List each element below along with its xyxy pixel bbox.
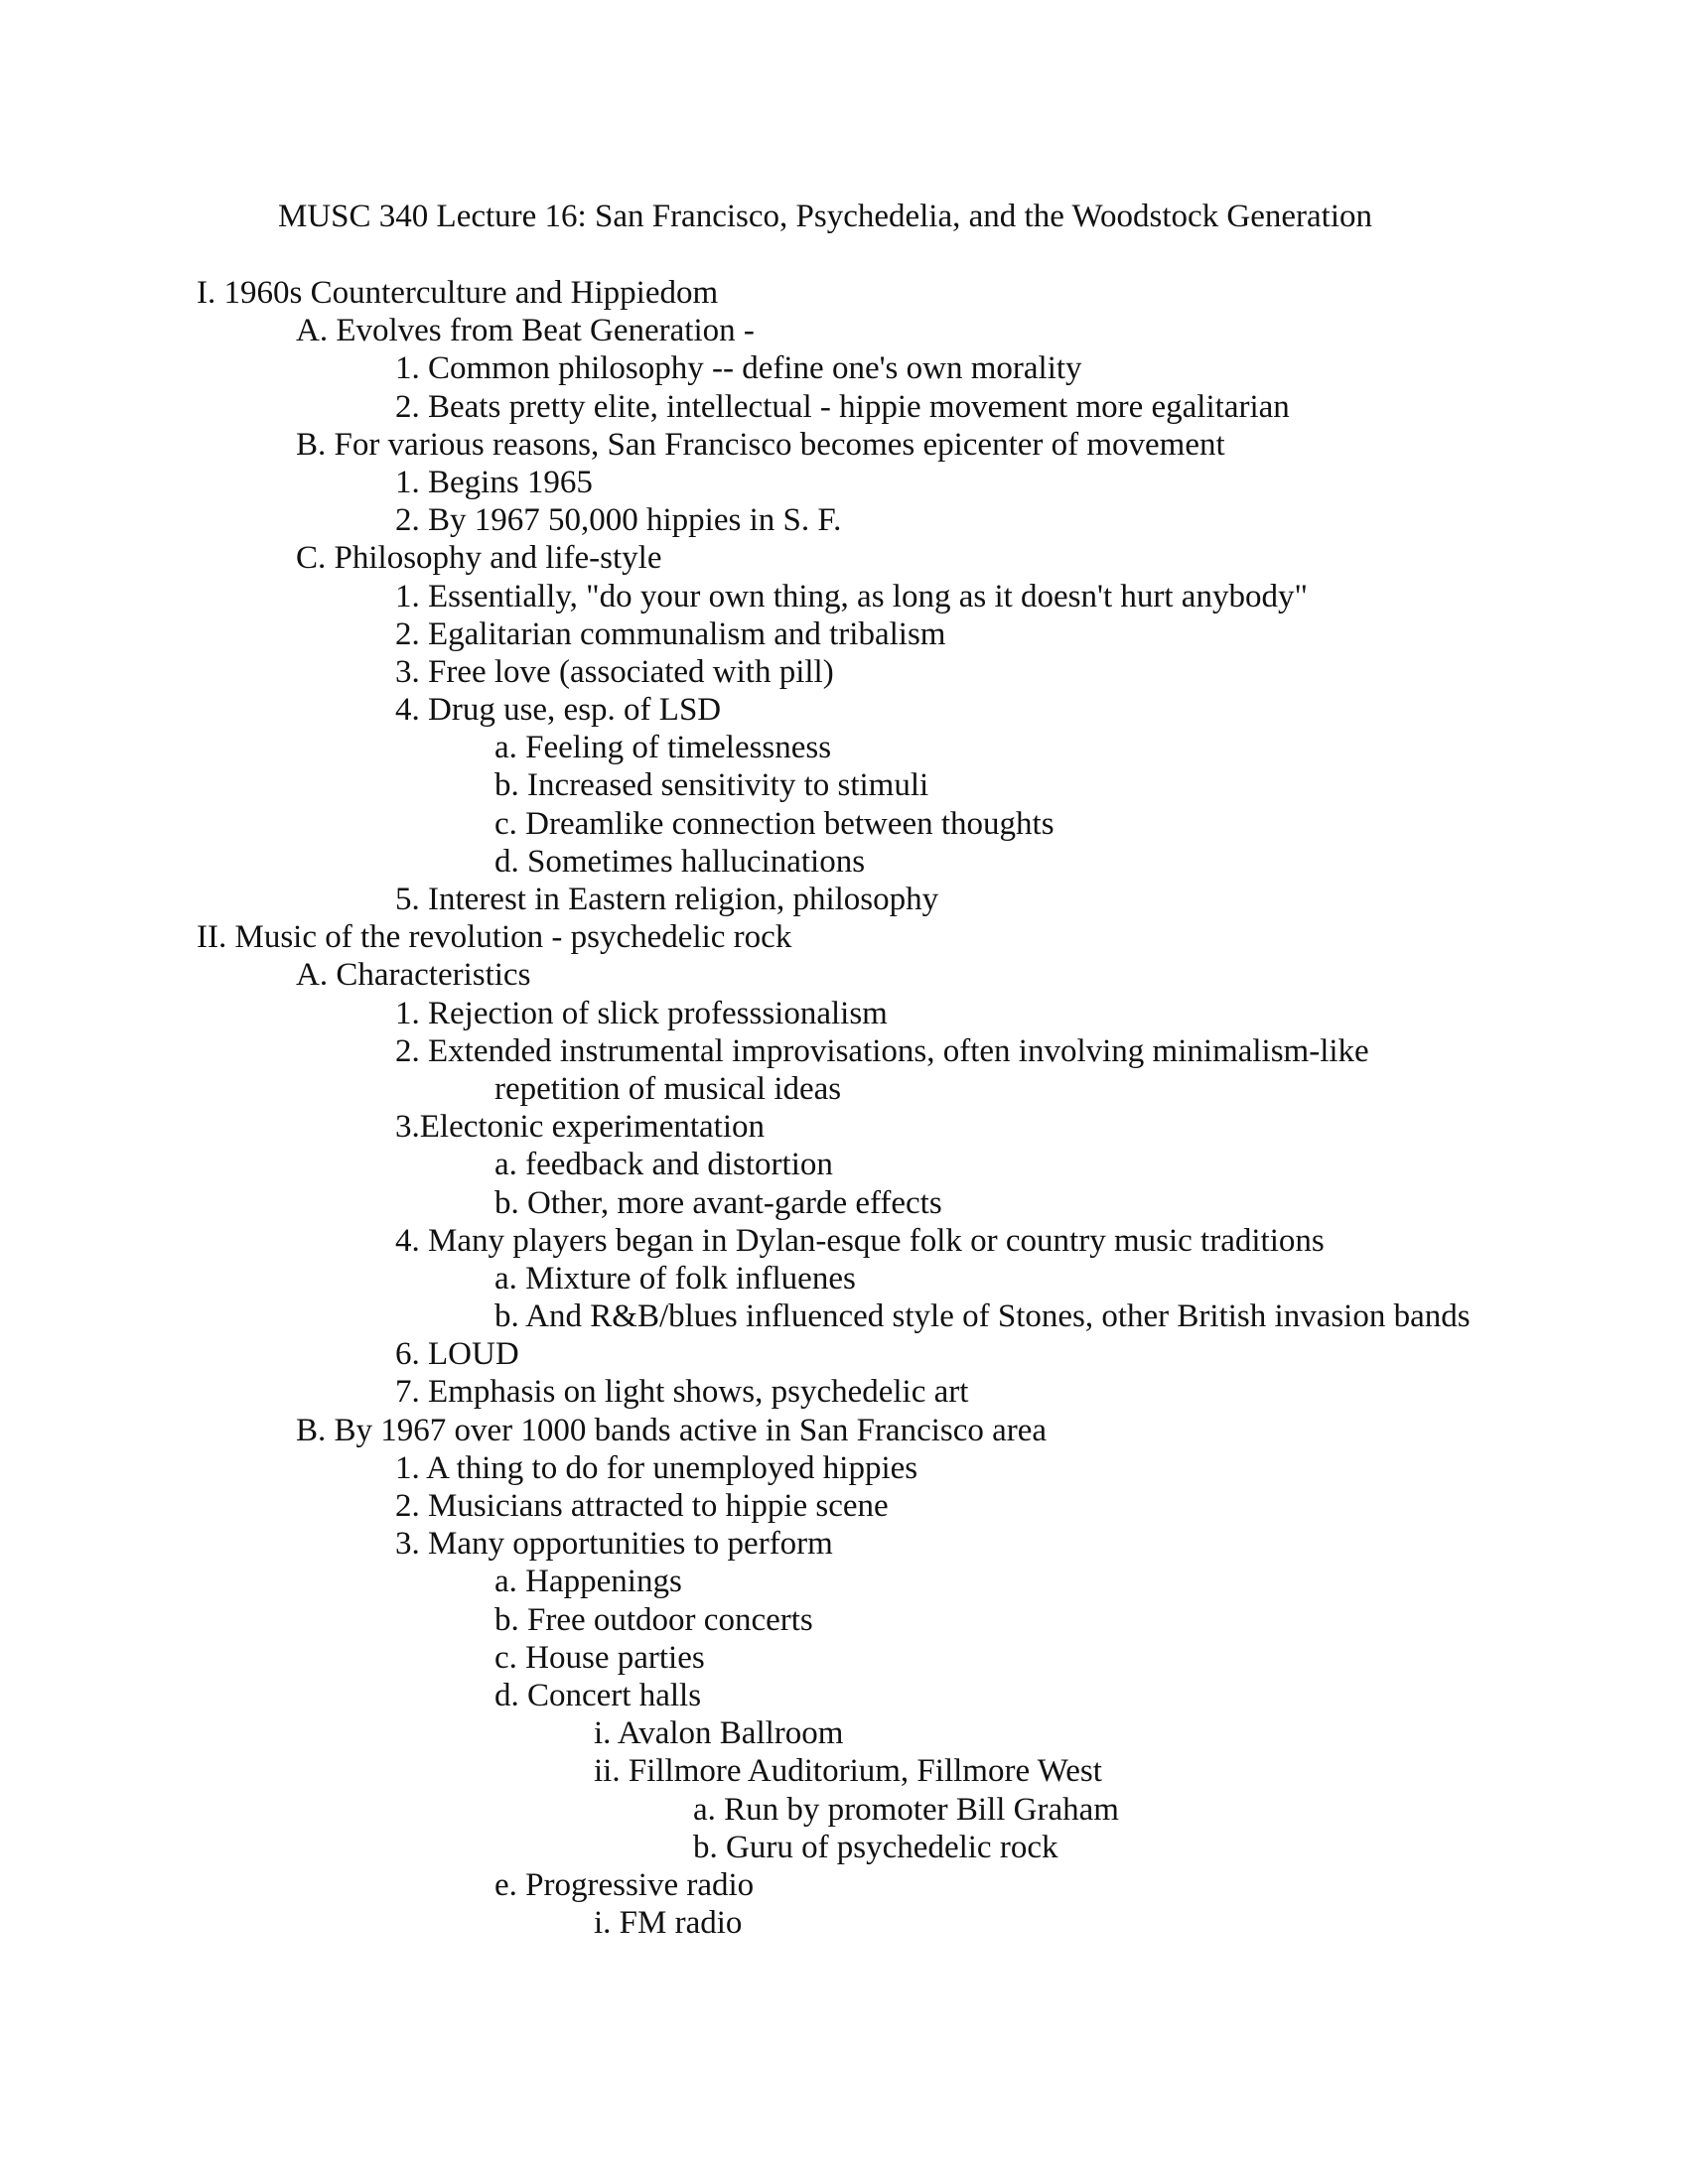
outline-item: 1. A thing to do for unemployed hippies — [395, 1449, 918, 1486]
outline-item: e. Progressive radio — [494, 1866, 755, 1903]
outline-item: b. Free outdoor concerts — [494, 1601, 813, 1638]
outline-item: 1. Essentially, "do your own thing, as long as it doesn't hurt anybody" — [395, 578, 1308, 614]
outline-item: A. Evolves from Beat Generation - — [296, 313, 755, 349]
outline-item: 3.Electonic experimentation — [395, 1109, 766, 1146]
outline-item: A. Characteristics — [296, 957, 531, 994]
outline-item: i. Avalon Ballroom — [594, 1715, 844, 1752]
outline-item: b. Increased sensitivity to stimuli — [494, 767, 929, 804]
outline-item: 2. Extended instrumental improvisations, often involving minimalism-like — [395, 1032, 1369, 1069]
outline-item: 1. Begins 1965 — [395, 464, 593, 500]
outline-item: c. House parties — [494, 1639, 705, 1676]
outline-item: i. FM radio — [594, 1905, 743, 1942]
outline-item: 1. Rejection of slick professsionalism — [395, 995, 888, 1031]
outline-item: 7. Emphasis on light shows, psychedelic art — [395, 1374, 969, 1411]
outline-item: 4. Drug use, esp. of LSD — [395, 692, 722, 729]
outline-item: a. Mixture of folk influenes — [494, 1260, 856, 1297]
outline-item: b. Guru of psychedelic rock — [693, 1829, 1058, 1865]
outline-item: C. Philosophy and life-style — [296, 540, 662, 577]
outline-item: 2. Beats pretty elite, intellectual - hippie movement more egalitarian — [395, 388, 1290, 425]
outline-item: b. Other, more avant-garde effects — [494, 1184, 942, 1221]
page-title: MUSC 340 Lecture 16: San Francisco, Psychedelia, and the Woodstock Generation — [278, 199, 1373, 234]
outline-item: a. feedback and distortion — [494, 1147, 833, 1183]
outline-item: 6. LOUD — [395, 1336, 519, 1373]
outline-item: d. Concert halls — [494, 1677, 702, 1713]
outline-item: 2. Egalitarian communalism and tribalism — [395, 615, 946, 652]
outline-item: 3. Free love (associated with pill) — [395, 653, 834, 690]
outline-item: B. For various reasons, San Francisco becomes epicenter of movement — [296, 426, 1225, 463]
outline-item: 2. Musicians attracted to hippie scene — [395, 1488, 889, 1524]
outline-item: 2. By 1967 50,000 hippies in S. F. — [395, 502, 842, 539]
lecture-outline — [0, 274, 1688, 1942]
outline-item: 3. Many opportunities to perform — [395, 1526, 833, 1563]
outline-item: a. Run by promoter Bill Graham — [693, 1791, 1119, 1828]
outline-item: a. Happenings — [494, 1564, 682, 1600]
outline-item: 4. Many players began in Dylan-esque folk or country music traditions — [395, 1222, 1325, 1259]
outline-item: 1. Common philosophy -- define one's own morality — [395, 350, 1082, 387]
outline-item: 5. Interest in Eastern religion, philosophy — [395, 882, 939, 917]
outline-item: ii. Fillmore Auditorium, Fillmore West — [594, 1753, 1102, 1790]
outline-item: repetition of musical ideas — [494, 1070, 842, 1107]
outline-item: d. Sometimes hallucinations — [494, 843, 866, 880]
outline-item: b. And R&B/blues influenced style of Stones, other British invasion bands — [494, 1298, 1471, 1335]
outline-item: c. Dreamlike connection between thoughts — [494, 805, 1055, 842]
outline-item: B. By 1967 over 1000 bands active in San Francisco area — [296, 1412, 1048, 1448]
outline-item: a. Feeling of timelessness — [494, 730, 832, 766]
outline-item: II. Music of the revolution - psychedelic rock — [197, 919, 792, 956]
outline-item: I. 1960s Counterculture and Hippiedom — [197, 275, 719, 311]
